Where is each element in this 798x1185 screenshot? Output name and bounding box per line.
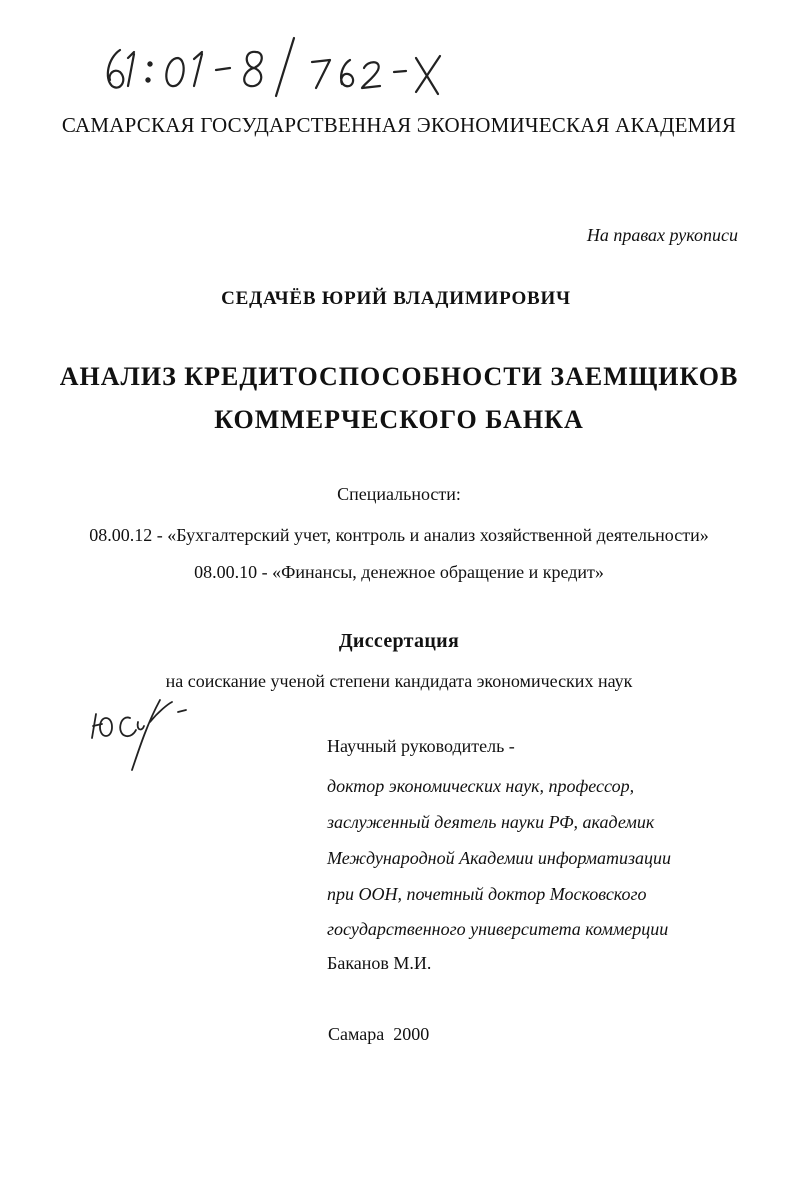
- supervisor-credential-1: доктор экономических наук, профессор,: [327, 776, 635, 796]
- supervisor-credential-5: государственного университета коммерции: [327, 919, 669, 939]
- author-name: СЕДАЧЁВ ЮРИЙ ВЛАДИМИРОВИЧ: [221, 288, 571, 309]
- signature-drawing: [88, 692, 208, 772]
- manuscript-rights-note: На правах рукописи: [586, 225, 738, 245]
- academy-name: САМАРСКАЯ ГОСУДАРСТВЕННАЯ ЭКОНОМИЧЕСКАЯ АКАДЕМИЯ: [61, 113, 737, 137]
- handwritten-code-drawing: [98, 28, 458, 98]
- supervisor-label: Научный руководитель -: [327, 736, 515, 756]
- specialties-label: Специальности:: [337, 484, 461, 504]
- degree-statement: на соискание ученой степени кандидата экономических наук: [165, 671, 633, 691]
- thesis-title-line-1: АНАЛИЗ КРЕДИТОСПОСОБНОСТИ ЗАЕМЩИКОВ: [59, 362, 739, 391]
- specialty-2: 08.00.10 - «Финансы, денежное обращение и кредит»: [194, 562, 604, 582]
- dissertation-label: Диссертация: [338, 630, 460, 652]
- supervisor-credential-4: при ООН, почетный доктор Московского: [327, 884, 647, 904]
- supervisor-credential-2: заслуженный деятель науки РФ, академик: [327, 812, 655, 832]
- city-year: Самара 2000: [328, 1024, 430, 1044]
- specialty-1: 08.00.12 - «Бухгалтерский учет, контроль и анализ хозяйственной деятельности»: [89, 525, 709, 545]
- supervisor-name: Баканов М.И.: [327, 953, 432, 973]
- handwritten-signature: [88, 692, 208, 772]
- handwritten-library-code: [98, 28, 458, 98]
- thesis-title-line-2: КОММЕРЧЕСКОГО БАНКА: [214, 405, 584, 434]
- supervisor-credential-3: Международной Академии информатизации: [327, 848, 672, 868]
